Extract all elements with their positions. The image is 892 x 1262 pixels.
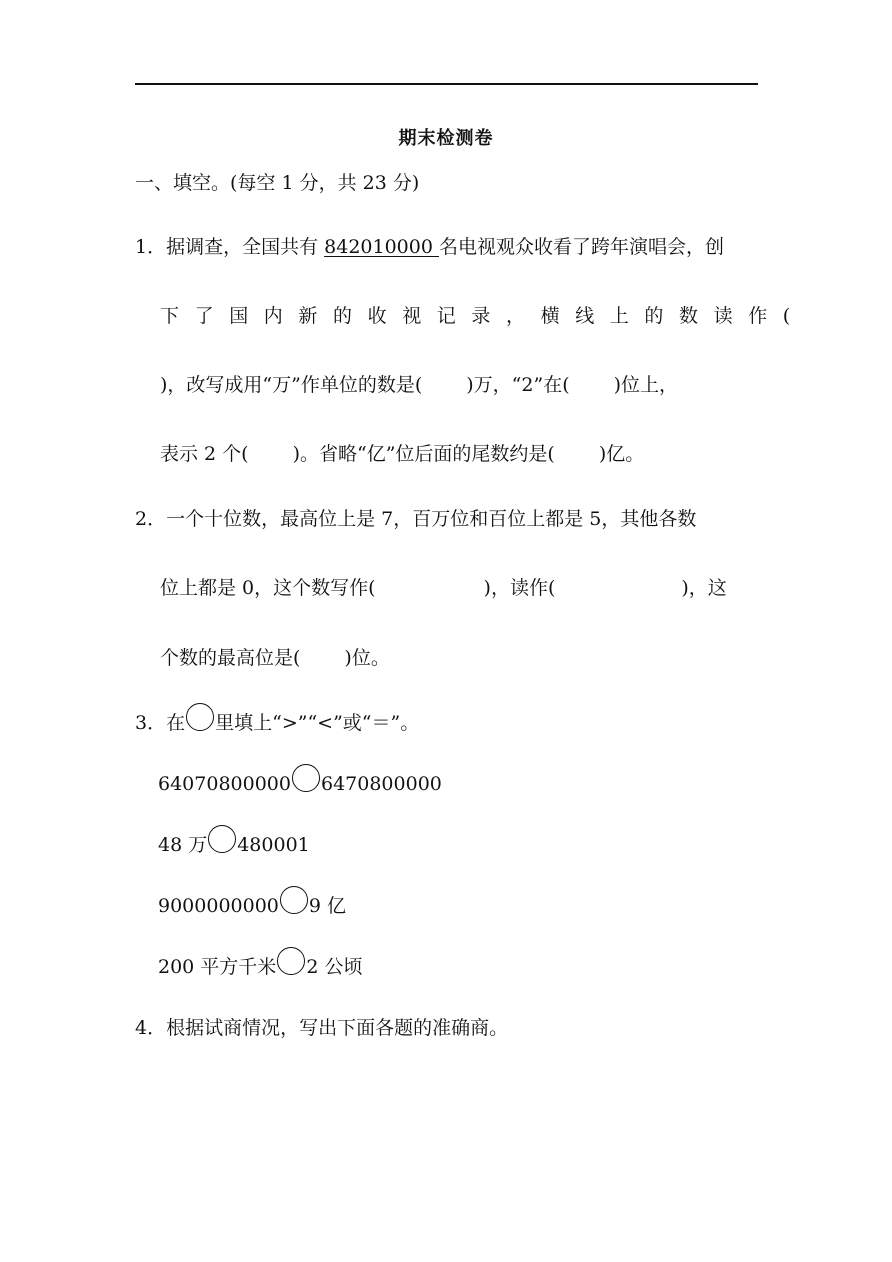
compare-right: 480001 <box>237 834 310 856</box>
q2-line-3 <box>160 645 390 671</box>
q1-l4-c: )亿。 <box>598 443 645 465</box>
compare-circle-icon[interactable] <box>208 825 236 853</box>
q1-line-4 <box>160 441 644 467</box>
q1-line-1 <box>135 234 724 260</box>
q1-text-a: 据调查，全国共有 <box>166 236 325 258</box>
compare-right: 9 亿 <box>308 895 347 917</box>
compare-circle-icon[interactable] <box>292 764 320 792</box>
q2-l2-c: )，这 <box>681 577 727 599</box>
q2-l3-b: )位。 <box>344 647 390 669</box>
q3-prompt <box>135 703 419 736</box>
compare-item-2 <box>158 825 310 858</box>
q1-number: 1． <box>135 236 167 258</box>
q1-l4-a: 表示 2 个( <box>160 443 249 465</box>
q3-prompt-a: 在 <box>166 712 186 734</box>
compare-item-4 <box>158 947 362 980</box>
q1-line-2: 下了国内新的收视记录，横线上的数读作( <box>160 305 806 327</box>
q2-l2-a: 位上都是 0，这个数写作( <box>160 577 376 599</box>
section-heading: 一、填空。(每空 1 分，共 23 分) <box>135 172 420 194</box>
q2-line-2 <box>160 575 727 601</box>
page-title: 期末检测卷 <box>398 128 494 149</box>
answer-circle-icon <box>186 703 214 731</box>
q1-text-b: 名电视观众收看了跨年演唱会，创 <box>438 236 724 258</box>
q1-l3-c: )位上， <box>613 374 679 396</box>
q3-prompt-b: 里填上“>”“<”或“＝”。 <box>215 712 420 734</box>
compare-circle-icon[interactable] <box>277 947 305 975</box>
q3-number: 3． <box>135 712 167 734</box>
q1-l4-b: )。省略“亿”位后面的尾数约是( <box>292 443 555 465</box>
q1-l3-b: )万，“2”在( <box>466 374 570 396</box>
compare-right: 2 公顷 <box>306 956 363 978</box>
header-rule <box>135 83 758 85</box>
q1-line-3 <box>160 372 678 398</box>
compare-item-3 <box>158 886 346 919</box>
compare-item-1 <box>158 764 442 797</box>
q4-number: 4． <box>135 1017 167 1039</box>
q1-l3-a: )，改写成用“万”作单位的数是( <box>160 374 423 396</box>
compare-left: 200 平方千米 <box>158 956 277 978</box>
compare-left: 9000000000 <box>158 895 279 917</box>
compare-right: 6470800000 <box>320 773 442 795</box>
q2-l2-b: )，读作( <box>483 577 556 599</box>
q2-l1: 一个十位数，最高位上是 7，百万位和百位上都是 5，其他各数 <box>166 508 697 530</box>
compare-circle-icon[interactable] <box>280 886 308 914</box>
q1-underlined-number: 842010000 <box>324 236 439 258</box>
q4-line <box>135 1015 508 1041</box>
compare-left: 64070800000 <box>158 773 291 795</box>
compare-left: 48 万 <box>158 834 208 856</box>
q4-text: 根据试商情况，写出下面各题的准确商。 <box>166 1017 509 1039</box>
q2-line-1 <box>135 506 696 532</box>
q2-number: 2． <box>135 508 167 530</box>
q2-l3-a: 个数的最高位是( <box>160 647 301 669</box>
